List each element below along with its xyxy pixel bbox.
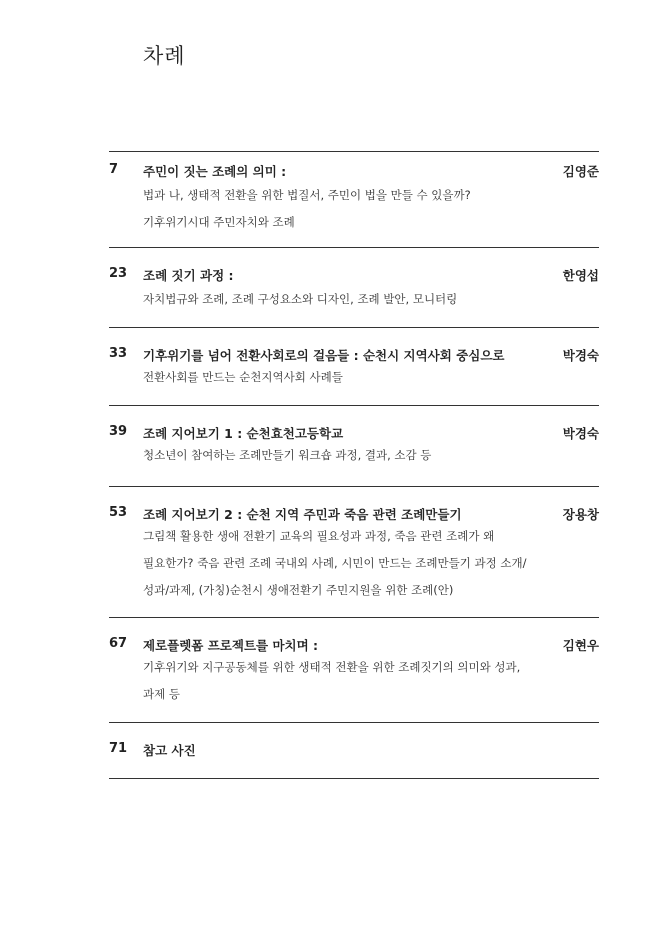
page-number: 33	[109, 346, 128, 361]
page-number: 39	[109, 424, 128, 439]
toc-entry	[109, 327, 599, 405]
entry-author: 박경숙	[562, 348, 599, 363]
entry-subtitle: 자치법규와 조례, 조례 구성요소와 디자인, 조례 발안, 모니터링	[143, 292, 458, 306]
entry-subtitle: 그림책 활용한 생애 전환기 교육의 필요성과 과정, 죽음 관련 조례가 왜	[143, 529, 495, 543]
entry-title: 조례 지어보기 2 : 순천 지역 주민과 죽음 관련 조례만들기	[143, 507, 462, 522]
entry-subtitle: 법과 나, 생태적 전환을 위한 법질서, 주민이 법을 만들 수 있을까?	[143, 188, 471, 202]
entry-subtitle: 전환사회를 만드는 순천지역사회 사례들	[143, 370, 343, 384]
entry-subtitle: 기후위기시대 주민자치와 조례	[143, 215, 295, 229]
entry-title: 제로플렛폼 프로젝트를 마치며 :	[143, 638, 319, 653]
page-title: 차례	[143, 44, 186, 68]
toc-entry	[109, 151, 599, 247]
toc-entry	[109, 722, 599, 779]
entry-author: 장용창	[562, 507, 599, 522]
entry-title: 기후위기를 넘어 전환사회로의 걸음들 : 순천시 지역사회 중심으로	[143, 348, 505, 363]
table-of-contents	[109, 151, 599, 779]
entry-author: 김현우	[562, 638, 599, 653]
page-number: 53	[109, 505, 128, 520]
entry-subtitle: 기후위기와 지구공동체를 위한 생태적 전환을 위한 조례짓기의 의미와 성과,	[143, 660, 521, 674]
entry-title: 주민이 짓는 조례의 의미 :	[143, 164, 287, 179]
entry-subtitle: 청소년이 참여하는 조례만들기 워크숍 과정, 결과, 소감 등	[143, 448, 432, 462]
toc-entry	[109, 405, 599, 486]
toc-entry	[109, 247, 599, 327]
entry-author: 박경숙	[562, 426, 599, 441]
entry-title: 조례 지어보기 1 : 순천효천고등학교	[143, 426, 344, 441]
toc-entry	[109, 486, 599, 617]
page-number: 7	[109, 162, 119, 177]
toc-entry	[109, 617, 599, 722]
entry-subtitle: 필요한가? 죽음 관련 조례 국내외 사례, 시민이 만드는 조례만들기 과정 소개/	[143, 556, 527, 570]
entry-author: 김영준	[562, 164, 599, 179]
entry-title: 참고 사진	[143, 743, 196, 758]
entry-subtitle: 과제 등	[143, 687, 180, 701]
page-number: 23	[109, 266, 128, 281]
page-number: 71	[109, 741, 128, 756]
page-number: 67	[109, 636, 128, 651]
entry-author: 한영섭	[562, 268, 599, 283]
entry-subtitle: 성과/과제, (가칭)순천시 생애전환기 주민지원을 위한 조례(안)	[143, 583, 454, 597]
entry-title: 조례 짓기 과정 :	[143, 268, 234, 283]
